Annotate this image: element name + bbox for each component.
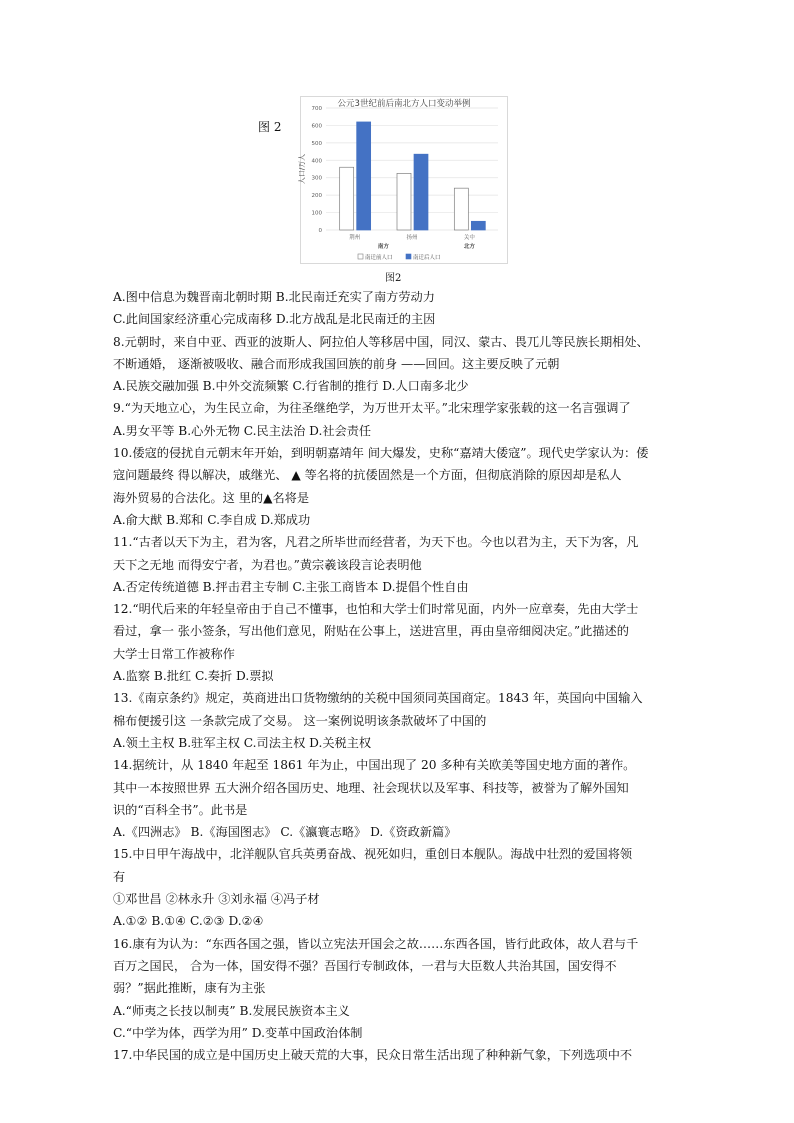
text-line: 9.“为天地立心，为生民立命，为往圣继绝学，为万世开太平。”北宋理学家张载的这一名言强调了 <box>113 401 631 416</box>
question-text <box>113 286 689 1066</box>
text-line: 寇问题最终 得以解决，戚继光、 ▲ 等名将的抗倭固然是一个方面，但彻底消除的原因却是私人 <box>113 468 622 483</box>
category-label: 关中 <box>463 235 475 241</box>
bar-before-1 <box>397 173 411 230</box>
y-tick-label: 200 <box>311 193 322 200</box>
text-line: A.男女平等 B.心外无物 C.民主法治 D.社会责任 <box>113 423 372 438</box>
bar-after-2 <box>471 221 485 230</box>
text-line: A.否定传统道德 B.抨击君主专制 C.主张工商皆本 D.提倡个性自由 <box>113 579 469 594</box>
text-line: 不断通婚， 逐渐被吸收、融合而形成我国回族的前身 ——回回。这主要反映了元朝 <box>113 356 560 371</box>
text-line: A.民族交融加强 B.中外交流频繁 C.行省制的推行 D.人口南多北少 <box>113 379 469 394</box>
category-label: 荆州 <box>349 235 361 241</box>
text-line: 15.中日甲午海战中，北洋舰队官兵英勇奋战、视死如归，重创日本舰队。海战中壮烈的爱国将领 <box>113 847 633 862</box>
text-line: ①邓世昌 ②林永升 ③刘永福 ④冯子材 <box>113 892 320 907</box>
bar-after-0 <box>357 122 371 230</box>
bar-before-0 <box>340 167 354 230</box>
text-line: 看过，拿一 张小签条，写出他们意见，附贴在公事上，送进宫里，再由皇帝细阅决定。”此描述的 <box>113 624 629 639</box>
group-label: 南方 <box>377 244 389 250</box>
y-tick-label: 600 <box>311 123 322 130</box>
text-line: 棉布便援引这 一条款完成了交易。 这一案例说明该条款破坏了中国的 <box>113 713 487 728</box>
text-line: A.监察 B.批红 C.奏折 D.票拟 <box>113 669 274 684</box>
y-axis-label: 人口/万人 <box>298 153 306 185</box>
category-label: 扬州 <box>406 235 418 241</box>
text-line: A.《四洲志》 B.《海国图志》 C.《瀛寰志略》 D.《资政新篇》 <box>113 825 457 840</box>
group-label: 北方 <box>463 244 475 250</box>
y-tick-label: 300 <box>311 175 322 182</box>
text-line: 大学士日常工作被称作 <box>113 646 235 661</box>
figure-caption: 图2 <box>385 273 402 284</box>
text-line: A.领土主权 B.驻军主权 C.司法主权 D.关税主权 <box>113 735 372 750</box>
text-line: 识的“百科全书”。此书是 <box>113 802 248 817</box>
text-line: A.“师夷之长技以制夷” B.发展民族资本主义 <box>113 1003 350 1018</box>
bar-after-1 <box>414 154 428 230</box>
text-line: 天下之无地 而得安宁者，为君也。”黄宗羲该段言论表明他 <box>113 557 422 572</box>
figure-label: 图 2 <box>258 120 282 134</box>
text-line: 海外贸易的合法化。这 里的▲名将是 <box>113 490 310 505</box>
legend-label: 南迁前人口 <box>365 255 393 261</box>
legend-swatch <box>406 254 411 259</box>
text-line: 弱？”据此推断，康有为主张 <box>113 981 266 996</box>
y-tick-label: 100 <box>311 210 322 217</box>
y-tick-label: 500 <box>311 140 322 147</box>
text-line: 16.康有为认为：“东西各国之强，皆以立宪法开国会之故……东西各国，皆行此政体，故人君与千 <box>113 936 639 951</box>
text-line: 10.倭寇的侵扰自元朝末年开始，到明朝嘉靖年 间大爆发，史称“嘉靖大倭寇”。现代史学家认为：倭 <box>113 446 649 461</box>
text-line: 有 <box>113 869 126 884</box>
y-tick-label: 400 <box>311 158 322 165</box>
text-line: 14.据统计，从 1840 年起至 1861 年为止，中国出现了 20 多种有关欧美等国史地方面的著作。 <box>113 758 636 773</box>
text-line: C.“中学为体，西学为用” D.变革中国政治体制 <box>113 1025 363 1040</box>
chart-title: 公元3世纪前后南北方人口变动举例 <box>337 99 471 109</box>
text-line: 8.元朝时，来自中亚、西亚的波斯人、阿拉伯人等移居中国，同汉、蒙古、畏兀儿等民族长期相处、 <box>113 334 649 349</box>
text-line: 17.中华民国的成立是中国历史上破天荒的大事，民众日常生活出现了种种新气象，下列选项中不 <box>113 1048 633 1063</box>
legend-label: 南迁后人口 <box>413 255 441 261</box>
text-line: 13.《南京条约》规定，英商进出口货物缴纳的关税中国须同英国商定。1843 年，英国向中国输入 <box>113 691 643 706</box>
text-line: A.俞大猷 B.郑和 C.李自成 D.郑成功 <box>113 512 311 527</box>
text-line: A.①② B.①④ C.②③ D.②④ <box>113 914 264 929</box>
text-line: 11.“古者以天下为主，君为客，凡君之所毕世而经营者，为天下也。今也以君为主，天下为客，凡 <box>113 535 639 550</box>
text-line: 其中一本按照世界 五大洲介绍各国历史、地理、社会现状以及军事、科技等，被誉为了解外国知 <box>113 780 629 795</box>
population-chart <box>300 96 508 264</box>
text-line: 12.“明代后来的年轻皇帝由于自己不懂事，也怕和大学士们时常见面，内外一应章奏，先由大学士 <box>113 602 639 617</box>
y-tick-label: 0 <box>318 228 322 234</box>
y-tick-label: 700 <box>311 106 322 112</box>
bar-before-2 <box>454 188 468 230</box>
text-line: A.图中信息为魏晋南北朝时期 B.北民南迁充实了南方劳动力 <box>113 290 435 304</box>
text-line: C.此间国家经济重心完成南移 D.北方战乱是北民南迁的主因 <box>113 312 436 327</box>
chart-svg <box>300 96 508 264</box>
text-line: 百万之国民， 合为一体，国安得不强？吾国行专制政体，一君与大臣数人共治其国，国安得不 <box>113 958 617 973</box>
legend-swatch <box>358 254 363 259</box>
